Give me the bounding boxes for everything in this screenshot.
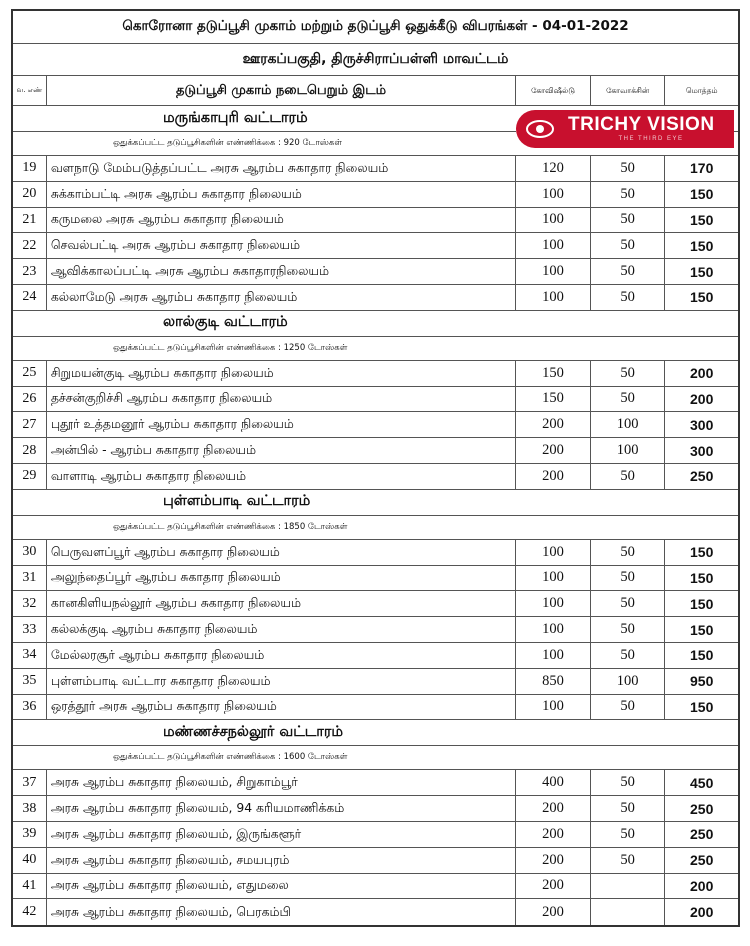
table-row bbox=[13, 591, 738, 617]
cell-covishield: 150 bbox=[516, 361, 591, 386]
cell-number: 27 bbox=[13, 412, 47, 437]
cell-place: கல்லாமேடு அரசு ஆரம்ப சுகாதார நிலையம் bbox=[47, 285, 516, 310]
cell-covishield: 200 bbox=[516, 822, 591, 847]
cell-total: 250 bbox=[690, 800, 714, 817]
column-header-total: மொத்தம் bbox=[685, 85, 718, 95]
cell-total: 150 bbox=[690, 569, 714, 586]
cell-number: 23 bbox=[13, 259, 47, 284]
table-row bbox=[13, 540, 738, 566]
cell-covishield: 100 bbox=[516, 643, 591, 668]
cell-total: 150 bbox=[690, 289, 714, 306]
cell-covishield: 100 bbox=[516, 285, 591, 310]
cell-covishield: 100 bbox=[516, 695, 591, 720]
cell-place: வாளாடி ஆரம்ப சுகாதார நிலையம் bbox=[47, 464, 516, 489]
cell-number: 38 bbox=[13, 796, 47, 821]
cell-number: 37 bbox=[13, 770, 47, 795]
cell-place: அரசு ஆரம்ப சுகாதார நிலையம், இருங்களூர் bbox=[47, 822, 516, 847]
table-body bbox=[13, 106, 738, 925]
table-row bbox=[13, 361, 738, 387]
cell-covishield: 120 bbox=[516, 156, 591, 181]
cell-covishield: 200 bbox=[516, 796, 591, 821]
cell-number: 24 bbox=[13, 285, 47, 310]
cell-place: அரசு ஆரம்ப சுகாதார நிலையம், பெரகம்பி bbox=[47, 899, 516, 925]
cell-total: 300 bbox=[690, 416, 714, 433]
cell-covishield: 200 bbox=[516, 464, 591, 489]
cell-number: 26 bbox=[13, 387, 47, 412]
cell-covaxin: 50 bbox=[591, 540, 666, 565]
cell-total: 950 bbox=[690, 673, 714, 690]
cell-total: 150 bbox=[690, 647, 714, 664]
table-row bbox=[13, 208, 738, 234]
table-row bbox=[13, 643, 738, 669]
cell-total: 170 bbox=[690, 160, 714, 177]
cell-total: 250 bbox=[690, 826, 714, 843]
cell-total: 150 bbox=[690, 595, 714, 612]
cell-covishield: 100 bbox=[516, 540, 591, 565]
cell-covaxin: 50 bbox=[591, 285, 666, 310]
cell-number: 25 bbox=[13, 361, 47, 386]
cell-place: ஒரத்தூர் அரசு ஆரம்ப சுகாதார நிலையம் bbox=[47, 695, 516, 720]
cell-covaxin: 50 bbox=[591, 770, 666, 795]
table-row bbox=[13, 285, 738, 311]
cell-place: அரசு ஆரம்ப சுகாதார நிலையம், 94 கரியமாணிக்கம் bbox=[47, 796, 516, 821]
cell-number: 29 bbox=[13, 464, 47, 489]
cell-covaxin: 50 bbox=[591, 233, 666, 258]
table-row bbox=[13, 822, 738, 848]
table-row bbox=[13, 874, 738, 900]
cell-covaxin: 50 bbox=[591, 387, 666, 412]
column-header-row bbox=[13, 76, 738, 106]
cell-place: சிறுமயன்குடி ஆரம்ப சுகாதார நிலையம் bbox=[47, 361, 516, 386]
cell-place: வளநாடு மேம்படுத்தப்பட்ட அரசு ஆரம்ப சுகாதார நிலையம் bbox=[47, 156, 516, 181]
cell-covaxin: 100 bbox=[591, 669, 666, 694]
cell-number: 42 bbox=[13, 899, 47, 925]
cell-place: அலுந்தைப்பூர் ஆரம்ப சுகாதார நிலையம் bbox=[47, 566, 516, 591]
logo-brand: TRICHY VISION bbox=[568, 114, 715, 135]
block-allocation: ஒதுக்கப்பட்ட தடுப்பூசிகளின் எண்ணிக்கை : 1850 டோஸ்கள் bbox=[13, 516, 738, 540]
cell-covaxin: 100 bbox=[591, 438, 666, 463]
block-heading: மண்ணச்சநல்லூர் வட்டாரம் bbox=[13, 720, 738, 746]
cell-place: ஆவிக்காலப்பட்டி அரசு ஆரம்ப சுகாதாரநிலையம் bbox=[47, 259, 516, 284]
cell-covaxin: 50 bbox=[591, 848, 666, 873]
cell-total: 200 bbox=[690, 904, 714, 921]
cell-covaxin: 50 bbox=[591, 464, 666, 489]
block-heading: மருங்காபுரி வட்டாரம் bbox=[13, 106, 738, 132]
cell-total: 200 bbox=[690, 365, 714, 382]
table-row bbox=[13, 464, 738, 490]
cell-covishield: 400 bbox=[516, 770, 591, 795]
cell-number: 41 bbox=[13, 874, 47, 899]
cell-covishield: 100 bbox=[516, 566, 591, 591]
cell-number: 28 bbox=[13, 438, 47, 463]
table-row bbox=[13, 182, 738, 208]
cell-place: புள்ளம்பாடி வட்டார சுகாதார நிலையம் bbox=[47, 669, 516, 694]
table-row bbox=[13, 387, 738, 413]
table-row bbox=[13, 156, 738, 182]
cell-place: புதூர் உத்தமனூர் ஆரம்ப சுகாதார நிலையம் bbox=[47, 412, 516, 437]
cell-number: 33 bbox=[13, 617, 47, 642]
cell-covishield: 100 bbox=[516, 182, 591, 207]
cell-number: 20 bbox=[13, 182, 47, 207]
cell-covishield: 200 bbox=[516, 899, 591, 925]
table-row bbox=[13, 669, 738, 695]
cell-number: 35 bbox=[13, 669, 47, 694]
block-heading: புள்ளம்பாடி வட்டாரம் bbox=[13, 490, 738, 516]
cell-place: மேல்லரசூர் ஆரம்ப சுகாதார நிலையம் bbox=[47, 643, 516, 668]
block-allocation: ஒதுக்கப்பட்ட தடுப்பூசிகளின் எண்ணிக்கை : 1600 டோஸ்கள் bbox=[13, 746, 738, 770]
cell-covishield: 200 bbox=[516, 438, 591, 463]
table-row bbox=[13, 566, 738, 592]
cell-place: பெருவளப்பூர் ஆரம்ப சுகாதார நிலையம் bbox=[47, 540, 516, 565]
cell-covaxin: 50 bbox=[591, 156, 666, 181]
cell-covishield: 100 bbox=[516, 208, 591, 233]
cell-total: 250 bbox=[690, 852, 714, 869]
cell-covishield: 200 bbox=[516, 848, 591, 873]
cell-place: அரசு ஆரம்ப சுகாதார நிலையம், எதுமலை bbox=[47, 874, 516, 899]
cell-covaxin: 50 bbox=[591, 208, 666, 233]
cell-place: அன்பில் - ஆரம்ப சுகாதார நிலையம் bbox=[47, 438, 516, 463]
cell-covishield: 100 bbox=[516, 233, 591, 258]
cell-covaxin: 50 bbox=[591, 822, 666, 847]
cell-covaxin: 50 bbox=[591, 361, 666, 386]
table-row bbox=[13, 695, 738, 721]
cell-total: 150 bbox=[690, 186, 714, 203]
cell-place: கல்லக்குடி ஆரம்ப சுகாதார நிலையம் bbox=[47, 617, 516, 642]
cell-covaxin: 50 bbox=[591, 566, 666, 591]
block-heading: லால்குடி வட்டாரம் bbox=[13, 311, 738, 337]
cell-place: அரசு ஆரம்ப சுகாதார நிலையம், சிறுகாம்பூர் bbox=[47, 770, 516, 795]
table-row bbox=[13, 617, 738, 643]
trichy-vision-logo bbox=[516, 110, 734, 148]
logo-text-block bbox=[564, 110, 734, 148]
cell-total: 450 bbox=[690, 774, 714, 791]
cell-number: 31 bbox=[13, 566, 47, 591]
cell-covaxin: 50 bbox=[591, 182, 666, 207]
cell-number: 21 bbox=[13, 208, 47, 233]
column-header-covaxin: கோவாக்சின் bbox=[591, 76, 666, 105]
cell-place: தச்சன்குறிச்சி ஆரம்ப சுகாதார நிலையம் bbox=[47, 387, 516, 412]
cell-place: அரசு ஆரம்ப சுகாதார நிலையம், சமயபுரம் bbox=[47, 848, 516, 873]
logo-tagline: THE THIRD EYE bbox=[618, 136, 684, 142]
cell-number: 32 bbox=[13, 591, 47, 616]
table-row bbox=[13, 259, 738, 285]
cell-total: 150 bbox=[690, 237, 714, 254]
column-header-place: தடுப்பூசி முகாம் நடைபெறும் இடம் bbox=[47, 76, 516, 105]
cell-covishield: 100 bbox=[516, 259, 591, 284]
eye-icon bbox=[516, 110, 564, 148]
block-allocation: ஒதுக்கப்பட்ட தடுப்பூசிகளின் எண்ணிக்கை : 920 டோஸ்கள் bbox=[13, 132, 738, 156]
cell-total: 150 bbox=[690, 621, 714, 638]
block-allocation: ஒதுக்கப்பட்ட தடுப்பூசிகளின் எண்ணிக்கை : 1250 டோஸ்கள் bbox=[13, 337, 738, 361]
table-row bbox=[13, 899, 738, 925]
cell-covaxin bbox=[591, 874, 666, 899]
cell-covishield: 200 bbox=[516, 874, 591, 899]
table-row bbox=[13, 233, 738, 259]
cell-covaxin bbox=[591, 899, 666, 925]
column-header-no: வ. எண் bbox=[13, 76, 47, 105]
cell-total: 300 bbox=[690, 442, 714, 459]
cell-place: செவல்பட்டி அரசு ஆரம்ப சுகாதார நிலையம் bbox=[47, 233, 516, 258]
cell-total: 250 bbox=[690, 468, 714, 485]
cell-total: 150 bbox=[690, 263, 714, 280]
table-row bbox=[13, 770, 738, 796]
cell-covaxin: 50 bbox=[591, 617, 666, 642]
cell-covaxin: 50 bbox=[591, 591, 666, 616]
cell-total: 200 bbox=[690, 877, 714, 894]
table-subtitle: ஊரகப்பகுதி, திருச்சிராப்பள்ளி மாவட்டம் bbox=[13, 44, 738, 76]
cell-number: 39 bbox=[13, 822, 47, 847]
cell-covishield: 850 bbox=[516, 669, 591, 694]
cell-total: 150 bbox=[690, 544, 714, 561]
cell-covaxin: 100 bbox=[591, 412, 666, 437]
table-row bbox=[13, 796, 738, 822]
table-row bbox=[13, 438, 738, 464]
cell-covishield: 200 bbox=[516, 412, 591, 437]
cell-covishield: 100 bbox=[516, 617, 591, 642]
cell-number: 36 bbox=[13, 695, 47, 720]
cell-place: கானகிளியநல்லூர் ஆரம்ப சுகாதார நிலையம் bbox=[47, 591, 516, 616]
cell-total: 150 bbox=[690, 211, 714, 228]
cell-covaxin: 50 bbox=[591, 643, 666, 668]
cell-place: சுக்காம்பட்டி அரசு ஆரம்ப சுகாதார நிலையம் bbox=[47, 182, 516, 207]
cell-number: 40 bbox=[13, 848, 47, 873]
cell-covaxin: 50 bbox=[591, 695, 666, 720]
cell-covaxin: 50 bbox=[591, 259, 666, 284]
cell-number: 19 bbox=[13, 156, 47, 181]
table-title: கொரோனா தடுப்பூசி முகாம் மற்றும் தடுப்பூசி ஒதுக்கீடு விபரங்கள் - 04-01-2022 bbox=[13, 11, 738, 44]
cell-total: 200 bbox=[690, 390, 714, 407]
cell-number: 30 bbox=[13, 540, 47, 565]
table-row bbox=[13, 412, 738, 438]
cell-place: கருமலை அரசு ஆரம்ப சுகாதார நிலையம் bbox=[47, 208, 516, 233]
cell-total: 150 bbox=[690, 698, 714, 715]
cell-covishield: 100 bbox=[516, 591, 591, 616]
cell-covaxin: 50 bbox=[591, 796, 666, 821]
cell-covishield: 150 bbox=[516, 387, 591, 412]
cell-number: 22 bbox=[13, 233, 47, 258]
table-row bbox=[13, 848, 738, 874]
column-header-covishield: கோவிஷீல்டு bbox=[516, 76, 591, 105]
cell-number: 34 bbox=[13, 643, 47, 668]
